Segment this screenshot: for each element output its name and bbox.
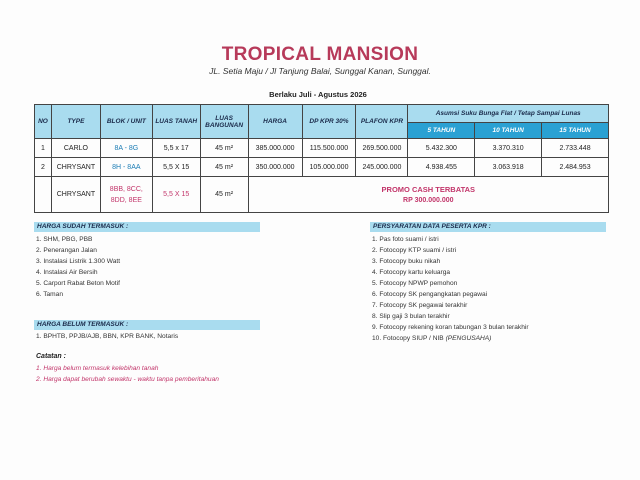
header-type: TYPE [51, 105, 100, 139]
cell-no [35, 177, 52, 213]
header-luas-bangunan: LUAS BANGUNAN [200, 105, 248, 139]
cell-dp: 115.500.000 [302, 139, 356, 158]
list-item: 1. SHM, PBG, PBB [36, 236, 93, 243]
page-title: TROPICAL MANSION [221, 44, 419, 65]
cell-type: CARLO [51, 139, 100, 158]
cell-10-tahun: 3.063.918 [475, 158, 542, 177]
promo-price: RP 300.000.000 [403, 197, 454, 204]
header-10-tahun: 10 TAHUN [475, 123, 542, 139]
cell-5-tahun: 5.432.300 [408, 139, 475, 158]
list-item: 3. Fotocopy buku nikah [372, 258, 441, 265]
address: JL. Setia Maju / Jl Tanjung Balai, Sunggal Kanan, Sunggal. [209, 66, 431, 76]
cell-type: CHRYSANT [51, 158, 100, 177]
list-item: 2. Penerangan Jalan [36, 247, 97, 254]
blok-line-2: 8DD, 8EE [110, 196, 142, 204]
belum-termasuk-list [36, 331, 178, 342]
header-asumsi: Asumsi Suku Bunga Flat / Tetap Sampai Lunas [408, 105, 609, 123]
list-item: 6. Fotocopy SK pengangkatan pegawai [372, 291, 488, 298]
sudah-termasuk-heading: HARGA SUDAH TERMASUK : [34, 222, 260, 232]
cell-blok: 8A - 8G [100, 139, 152, 158]
list-item: 8. Slip gaji 3 bulan terakhir [372, 313, 450, 320]
cell-luas-bangunan: 45 m² [200, 158, 248, 177]
table-row [35, 158, 609, 177]
header-dp: DP KPR 30% [302, 105, 356, 139]
cell-harga: 385.000.000 [248, 139, 302, 158]
cell-luas-tanah: 5,5 X 15 [152, 177, 200, 213]
list-item [372, 333, 529, 344]
validity-period: Berlaku Juli - Agustus 2026 [269, 90, 367, 99]
cell-blok [100, 177, 152, 213]
cell-plafon: 245.000.000 [356, 158, 408, 177]
list-item: 6. Taman [36, 291, 64, 298]
list-item: 4. Fotocopy kartu keluarga [372, 269, 451, 276]
price-table [34, 104, 609, 213]
blok-line-1: 8BB, 8CC, [109, 185, 143, 193]
header-no: NO [35, 105, 52, 139]
item10-note: (PENGUSAHA) [445, 335, 492, 342]
promo-cell [248, 177, 608, 213]
table-row [35, 139, 609, 158]
cell-blok: 8H - 8AA [100, 158, 152, 177]
header-harga: HARGA [248, 105, 302, 139]
header-blok: BLOK / UNIT [100, 105, 152, 139]
list-item: 7. Fotocopy SK pegawai terakhir [372, 302, 468, 309]
note-item: 1. Harga belum termasuk kelebihan tanah [36, 365, 159, 372]
cell-15-tahun: 2.484.953 [542, 158, 609, 177]
cell-luas-tanah: 5,5 x 17 [152, 139, 200, 158]
cell-5-tahun: 4.938.455 [408, 158, 475, 177]
sudah-termasuk-list [36, 234, 120, 300]
cell-harga: 350.000.000 [248, 158, 302, 177]
list-item: 3. Instalasi Listrik 1.300 Watt [36, 258, 121, 265]
belum-termasuk-heading: HARGA BELUM TERMASUK : [34, 320, 260, 330]
header-luas-tanah: LUAS TANAH [152, 105, 200, 139]
cell-luas-tanah: 5,5 X 15 [152, 158, 200, 177]
cell-10-tahun: 3.370.310 [475, 139, 542, 158]
cell-luas-bangunan: 45 m² [200, 139, 248, 158]
list-item: 2. Fotocopy KTP suami / istri [372, 247, 457, 254]
persyaratan-heading: PERSYARATAN DATA PESERTA KPR : [370, 222, 606, 232]
promo-row [35, 177, 609, 213]
cell-no: 1 [35, 139, 52, 158]
cell-15-tahun: 2.733.448 [542, 139, 609, 158]
list-item: 1. BPHTB, PPJB/AJB, BBN, KPR BANK, Notaris [36, 333, 179, 340]
catatan-list [36, 363, 219, 385]
item10-text: 10. Fotocopy SIUP / NIB [372, 335, 444, 342]
list-item: 9. Fotocopy rekening koran tabungan 3 bulan terakhir [372, 324, 529, 331]
catatan-heading: Catatan : [36, 353, 66, 360]
list-item: 5. Fotocopy NPWP pemohon [372, 280, 458, 287]
cell-luas-bangunan: 45 m² [200, 177, 248, 213]
header-plafon: PLAFON KPR [356, 105, 408, 139]
list-item: 5. Carport Rabat Beton Motif [36, 280, 120, 287]
list-item: 4. Instalasi Air Bersih [36, 269, 98, 276]
header-5-tahun: 5 TAHUN [408, 123, 475, 139]
cell-type: CHRYSANT [51, 177, 100, 213]
cell-plafon: 269.500.000 [356, 139, 408, 158]
persyaratan-list [372, 234, 529, 344]
note-item: 2. Harga dapat berubah sewaktu - waktu tanpa pemberitahuan [36, 376, 219, 383]
promo-title: PROMO CASH TERBATAS [381, 185, 476, 194]
cell-dp: 105.000.000 [302, 158, 356, 177]
list-item: 1. Pas foto suami / istri [372, 236, 439, 243]
header-15-tahun: 15 TAHUN [542, 123, 609, 139]
cell-no: 2 [35, 158, 52, 177]
